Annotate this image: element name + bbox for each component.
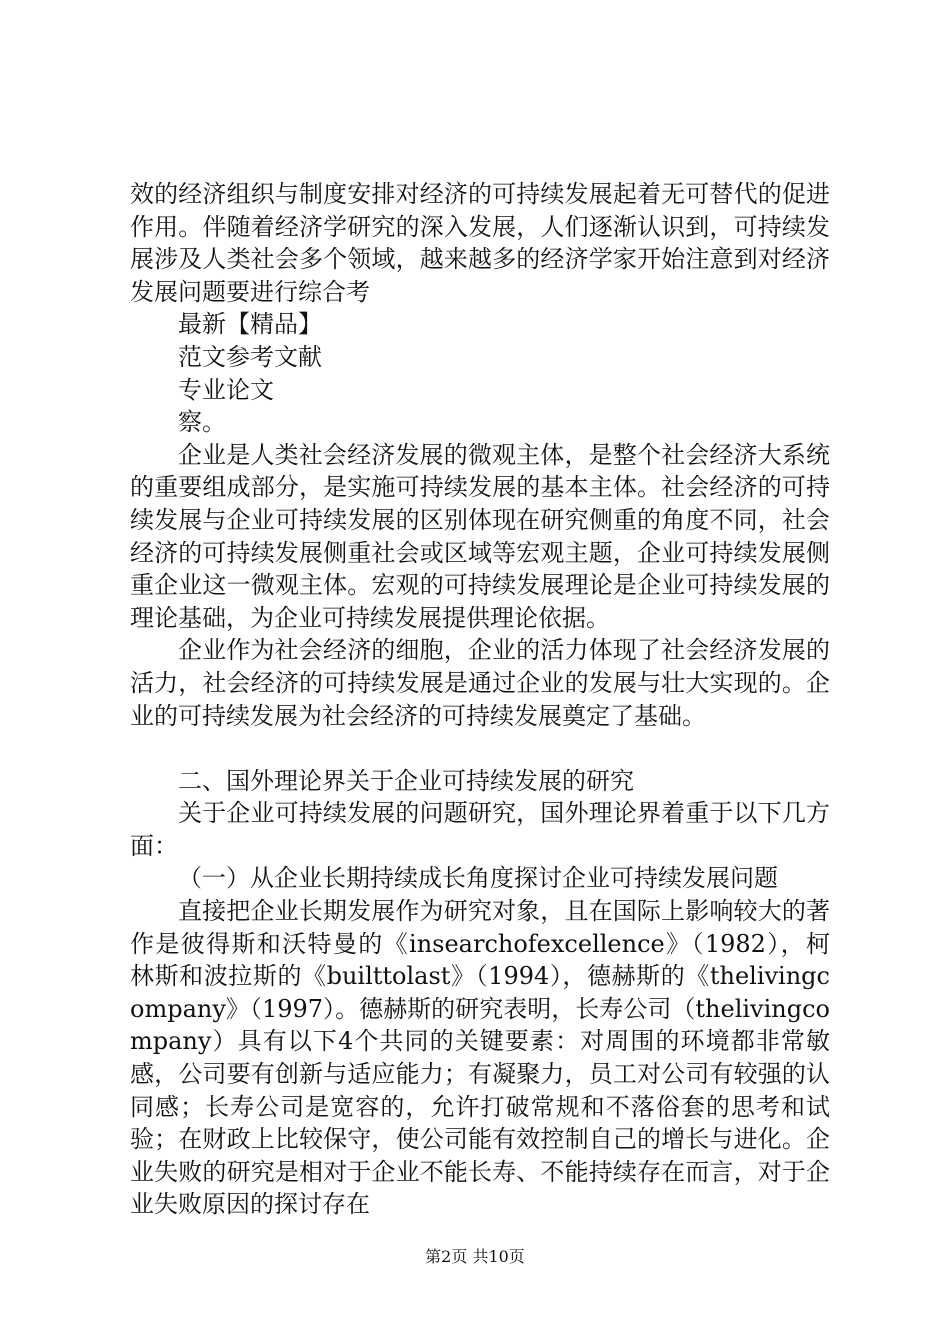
watermark-line-3: 专业论文 [178,375,274,404]
paragraph-continuation: 效的经济组织与制度安排对经济的可持续发展起着无可替代的促进作用。伴随着经济学研究的深入发展，人们逐渐认识到，可持续发展涉及人类社会多个领域，越来越多的经济学家开始注意到对经济发展问题要进行综合考 [130,180,830,306]
paragraph: 直接把企业长期发展作为研究对象，且在国际上影响较大的著作是彼得斯和沃特曼的《insearchofexcellence》（1982），柯林斯和波拉斯的《builttolast》（1994），德赫斯的《thelivingcompany》（1997）。德赫斯的研究表明，长寿公司（thelivingcompany）具有以下4个共同的关键要素：对周围的环境都非常敏感，公司要有创新与适应能力；有凝聚力，员工对公司有较强的认同感；长寿公司是宽容的，允许打破常规和不落俗套的思考和试验；在财政上比较保守，使公司能有效控制自己的增长与进化。企业失败的研究是相对于企业不能长寿、不能持续存在而言，对于企业失败原因的探讨存在 [130,897,830,1219]
section-heading: 二、国外理论界关于企业可持续发展的研究 [178,766,634,795]
paragraph-spacer [130,732,830,765]
paragraph: 企业作为社会经济的细胞，企业的活力体现了社会经济发展的活力，社会经济的可持续发展是通过企业的发展与壮大实现的。企业的可持续发展为社会经济的可持续发展奠定了基础。 [130,636,830,730]
paragraph-fragment: 察。 [178,408,226,437]
page-footer: 第2页 共10页 [425,1247,525,1266]
subsection-heading: （一）从企业长期持续成长角度探讨企业可持续发展问题 [178,864,778,893]
paragraph: 关于企业可持续发展的问题研究，国外理论界着重于以下几方面： [130,799,830,860]
watermark-line-2: 范文参考文献 [178,342,322,371]
watermark-line-1: 最新【精品】 [178,310,322,339]
document-body [130,178,830,1221]
paragraph: 企业是人类社会经济发展的微观主体，是整个社会经济大系统的重要组成部分，是实施可持续发展的基本主体。社会经济的可持续发展与企业可持续发展的区别体现在研究侧重的角度不同，社会经济的可持续发展侧重社会或区域等宏观主题，企业可持续发展侧重企业这一微观主体。宏观的可持续发展理论是企业可持续发展的理论基础，为企业可持续发展提供理论依据。 [130,440,830,632]
